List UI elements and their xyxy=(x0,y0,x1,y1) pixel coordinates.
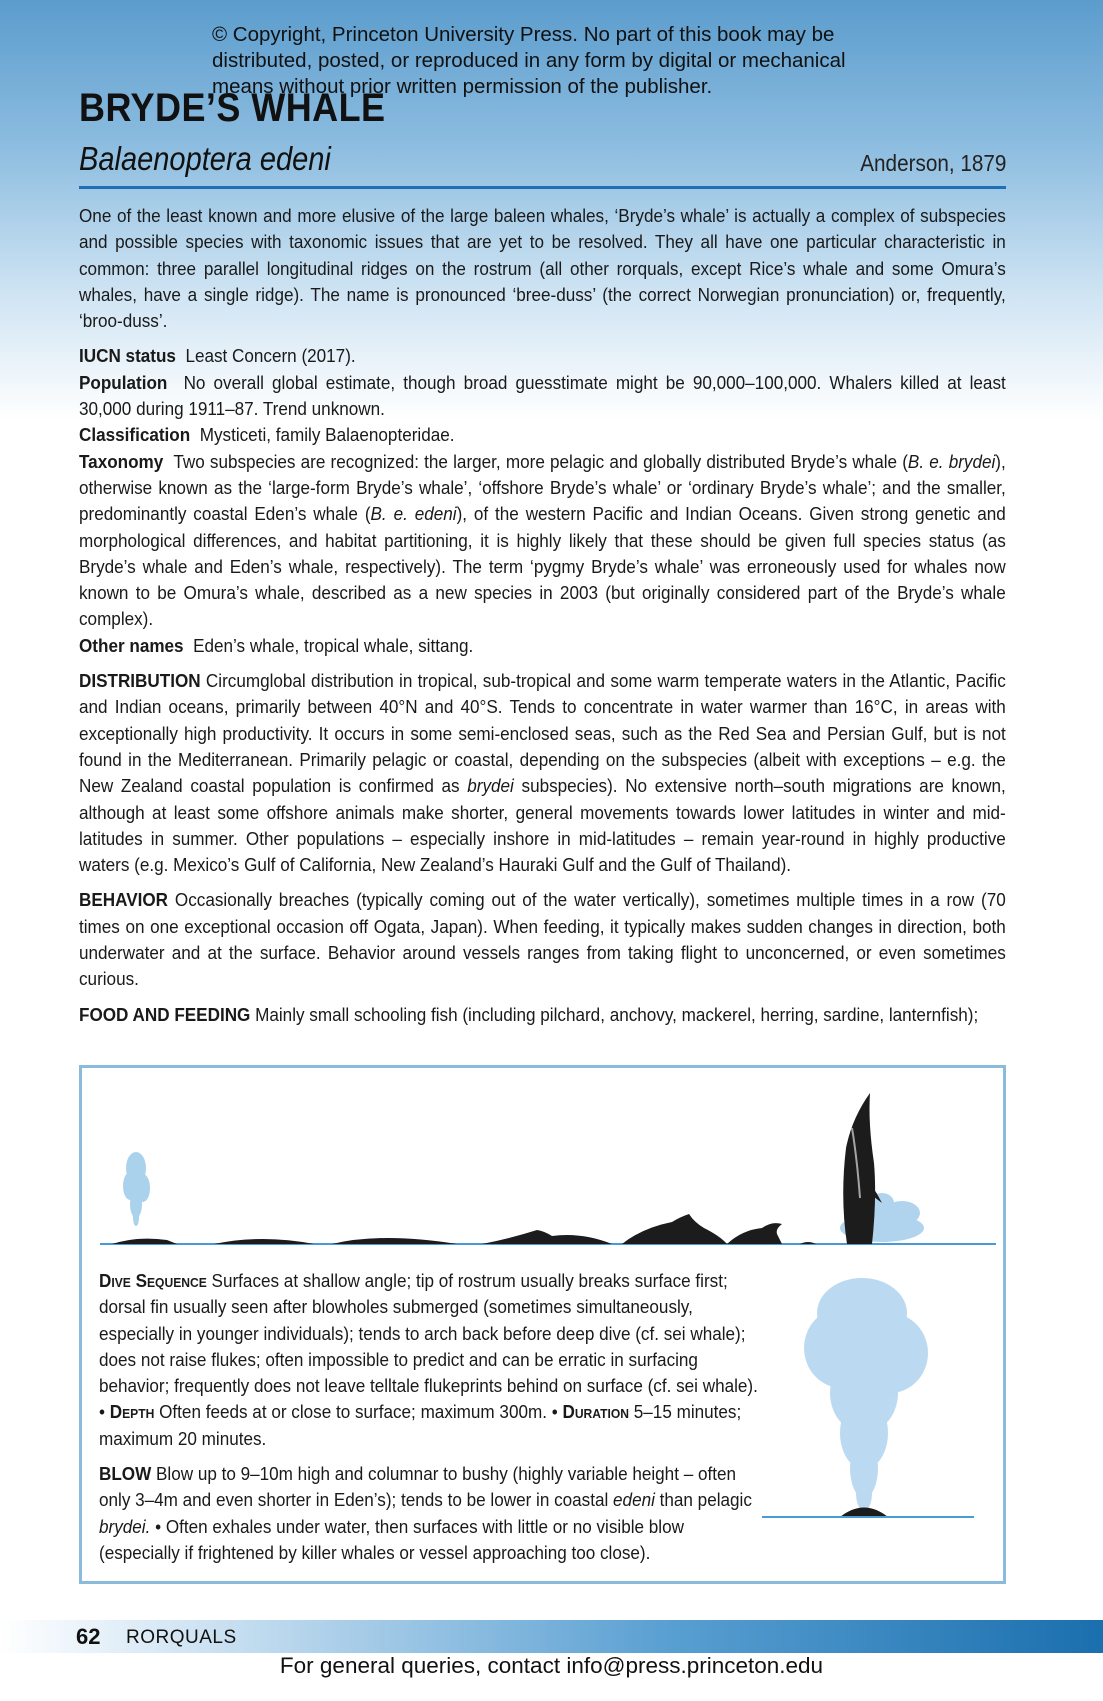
population xyxy=(79,370,1006,423)
behavior-label: BEHAVIOR xyxy=(79,889,169,911)
species-account xyxy=(79,203,1006,1028)
whale-diving-icon xyxy=(727,1223,782,1244)
whale-rostrum-surfacing-icon xyxy=(112,1239,177,1244)
distribution-section: DISTRIBUTION Circumglobal distribution in tropical, sub-tropical and some warm temperate waters in the Atlantic, Pacific and Indian oceans, primarily between 40°N and 40°S. Tends to concentrate in water warmer than 16°C, in areas with exceptionally high productivity. It occurs in some semi-enclosed seas, such as the Red Sea and Persian Gulf, but is not found in the Mediterranean. Primarily pelagic or coastal, depending on the subspecies (albeit with exceptions – e.g. the New Zealand coastal population is confirmed as brydei subspecies). No extensive north–south migrations are known, although at least some offshore animals make shorter, general movements towards lower latitudes in winter and mid-latitudes in summer. Other populations – especially inshore in mid-latitudes – remain year-round in highly productive waters (e.g. Mexico’s Gulf of California, New Zealand’s Hauraki Gulf and the Gulf of Thailand). xyxy=(79,670,1006,876)
food-label: FOOD AND FEEDING xyxy=(79,1003,251,1025)
population-text: No overall global estimate, though broad guesstimate might be 90,000–100,000. Whalers killed at least 30,000 during 1911–87. Trend unknown. xyxy=(79,371,1006,420)
blow-paragraph: BLOW Blow up to 9–10m high and columnar to bushy (highly variable height – often only 3–4m and even shorter in Eden’s); tends to be lower in coastal edeni than pelagic brydei. • Often exhales under water, then surfaces with little or no visible blow (especially if frightened by killer whales or vessel approaching too close). xyxy=(99,1463,752,1563)
species-title: BRYDE’S WHALE xyxy=(79,86,386,130)
section-name: RORQUALS xyxy=(126,1627,237,1648)
other-names-text: Eden’s whale, tropical whale, sittang. xyxy=(193,634,474,656)
classification-text: Mysticeti, family Balaenopteridae. xyxy=(199,424,455,446)
copyright-notice: © Copyright, Princeton University Press. No part of this book may be distributed, posted, or reproduced in any form by digital or mechanical means without prior written permission of the publisher. xyxy=(212,23,846,98)
whale-dorsal-fin-icon xyxy=(482,1230,612,1244)
classification xyxy=(79,422,1006,448)
population-label: Population xyxy=(79,371,168,393)
whale-back-surfacing-icon xyxy=(214,1239,314,1244)
other-names-label: Other names xyxy=(79,634,184,656)
blow-spray-small-icon xyxy=(123,1152,150,1226)
whale-fin-tip-icon xyxy=(800,1242,816,1244)
distribution-label: DISTRIBUTION xyxy=(79,670,201,692)
whale-arching-icon xyxy=(622,1214,727,1244)
title-divider xyxy=(79,186,1006,189)
other-names xyxy=(79,633,1006,659)
iucn-label: IUCN status xyxy=(79,345,176,367)
food-section: FOOD AND FEEDING Mainly small schooling fish (including pilchard, anchovy, mackerel, herring, sardine, lanternfish); xyxy=(79,1003,979,1025)
dive-sequence-panel xyxy=(79,1065,1006,1584)
contact-notice: For general queries, contact info@press.princeton.edu xyxy=(279,1653,824,1678)
blow-label: BLOW xyxy=(99,1463,152,1485)
dive-sequence-label: Dive Sequence xyxy=(99,1270,207,1291)
whale-head-blowing-icon xyxy=(840,1508,888,1518)
breaching-whale-icon xyxy=(840,1093,924,1244)
dive-sequence-paragraph: Dive Sequence Surfaces at shallow angle; tip of rostrum usually breaks surface first; dorsal fin usually seen after blowholes submerged (sometimes simultaneously, especially in younger individuals); tends to arch back before deep dive (cf. sei whale); does not raise flukes; often impossible to predict and can be erratic in surfacing behavior; frequently does not leave telltale flukeprints behind on surface (cf. sei whale). • Depth Often feeds at or close to surface; maximum 300m. • Duration 5–15 minutes; maximum 20 minutes. xyxy=(99,1270,758,1449)
blow-profile-icon xyxy=(804,1278,928,1511)
duration-label: Duration xyxy=(562,1401,630,1423)
depth-label: Depth xyxy=(109,1401,155,1423)
behavior-section: BEHAVIOR Occasionally breaches (typically coming out of the water vertically), sometimes multiple times in a row (70 times on one exceptional occasion off Ogata, Japan). When feeding, it typically makes sudden changes in direction, both underwater and at the surface. Behavior around vessels ranges from taking flight to unconcerned, or even sometimes curious. xyxy=(79,889,1006,990)
taxonomy-label: Taxonomy xyxy=(79,450,164,472)
intro-paragraph: One of the least known and more elusive of the large baleen whales, ‘Bryde’s whale’ is actually a complex of subspecies and possible species with taxonomic issues that are yet to be resolved. They all have one particular characteristic in common: three parallel longitudinal ridges on the rostrum (all other rorquals, except Rice’s whale and some Omura’s whales, have a single ridge). The name is pronounced ‘bree-duss’ (the correct Norwegian pronunciation) or, frequently, ‘broo-duss’. xyxy=(79,205,1006,332)
classification-label: Classification xyxy=(79,424,191,446)
scientific-name: Balaenoptera edeni xyxy=(79,140,331,177)
species-authority: Anderson, 1879 xyxy=(859,150,1006,176)
page-number: 62 xyxy=(76,1624,101,1649)
taxonomy: Taxonomy Two subspecies are recognized: the larger, more pelagic and globally distributed Bryde’s whale (B. e. brydei), otherwise known as the ‘large-form Bryde’s whale’, ‘offshore Bryde’s whale’ or ‘ordinary Bryde’s whale’; and the smaller, predominantly coastal Eden’s whale (B. e. edeni), of the western Pacific and Indian Oceans. Given strong genetic and morphological differences, and habitat partitioning, it is highly likely that these should be given full species status (as Bryde’s whale and Eden’s whale, respectively). The term ‘pygmy Bryde’s whale’ was erroneously used for whales now known to be Omura’s whale, described as a new species in 2003 (but originally considered part of the Bryde’s whale complex). xyxy=(79,450,1006,630)
whale-back-rolling-icon xyxy=(332,1238,457,1244)
iucn-status xyxy=(79,343,1006,369)
iucn-text: Least Concern (2017). xyxy=(185,345,356,367)
panel-text xyxy=(99,1268,759,1566)
